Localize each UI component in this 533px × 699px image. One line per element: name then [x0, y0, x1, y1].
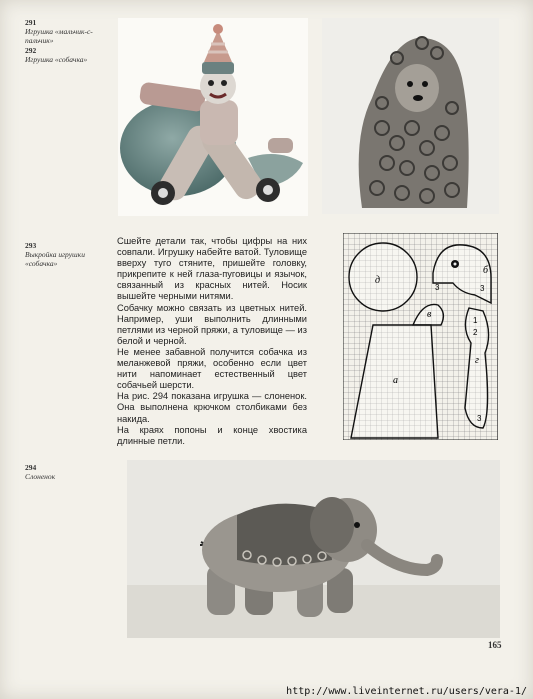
photo-boy-toy [118, 18, 308, 216]
label-3: 3 [435, 283, 440, 292]
label-g: г [475, 355, 479, 366]
label-2: 2 [473, 328, 478, 337]
caption-text: Игрушка «мальчик-с-пальчик» [25, 27, 93, 45]
label-1: 1 [473, 316, 478, 325]
paragraph: На краях попоны и конце хвостика длинные петли. [117, 424, 307, 446]
paragraph: Не менее забавной получится собачка из меланжевой пряжи, особенно если цвет нити напоминает естественный цвет собачьей шерсти. [117, 346, 307, 391]
caption-293 [25, 241, 115, 268]
label-a: а [393, 375, 398, 386]
caption-number: 292 [25, 46, 37, 55]
paragraph: На рис. 294 показана игрушка — слоненок. Она выполнена крючком столбиками без накида. [117, 391, 307, 424]
source-url: http://www.liveinternet.ru/users/vera-1/ [286, 686, 527, 697]
instructions-text [117, 236, 307, 447]
photo-dog-toy [322, 18, 499, 214]
caption-291-292 [25, 18, 120, 64]
label-v: в [427, 309, 432, 320]
label-3: 3 [477, 414, 482, 423]
label-b: б [483, 265, 489, 276]
label-d: д [375, 275, 381, 286]
caption-number: 291 [25, 18, 37, 27]
paragraph: Сшейте детали так, чтобы цифры на них совпали. Игрушку набейте ватой. Туловище вверху туго стяните, пришейте головку, прикрепите к ней глаза-пуговицы и язычок, связанный из красных нитей. Носик вышейте черными нитями. [117, 236, 307, 302]
photo-elephant-toy [127, 460, 500, 638]
caption-number: 294 [25, 463, 37, 472]
caption-number: 293 [25, 241, 37, 250]
page-number: 165 [488, 640, 502, 650]
caption-text: Слоненок [25, 472, 56, 481]
paragraph: Собачку можно связать из цветных нитей. Например, уши выполнить длинными петлями из черной пряжи, а туловище — из белой и черной. [117, 302, 307, 346]
label-3: 3 [480, 284, 485, 293]
caption-text: Выкройка игрушки «собачка» [25, 250, 85, 268]
caption-294 [25, 463, 105, 481]
pattern-diagram [343, 233, 498, 440]
caption-text: Игрушка «собачка» [25, 55, 88, 64]
